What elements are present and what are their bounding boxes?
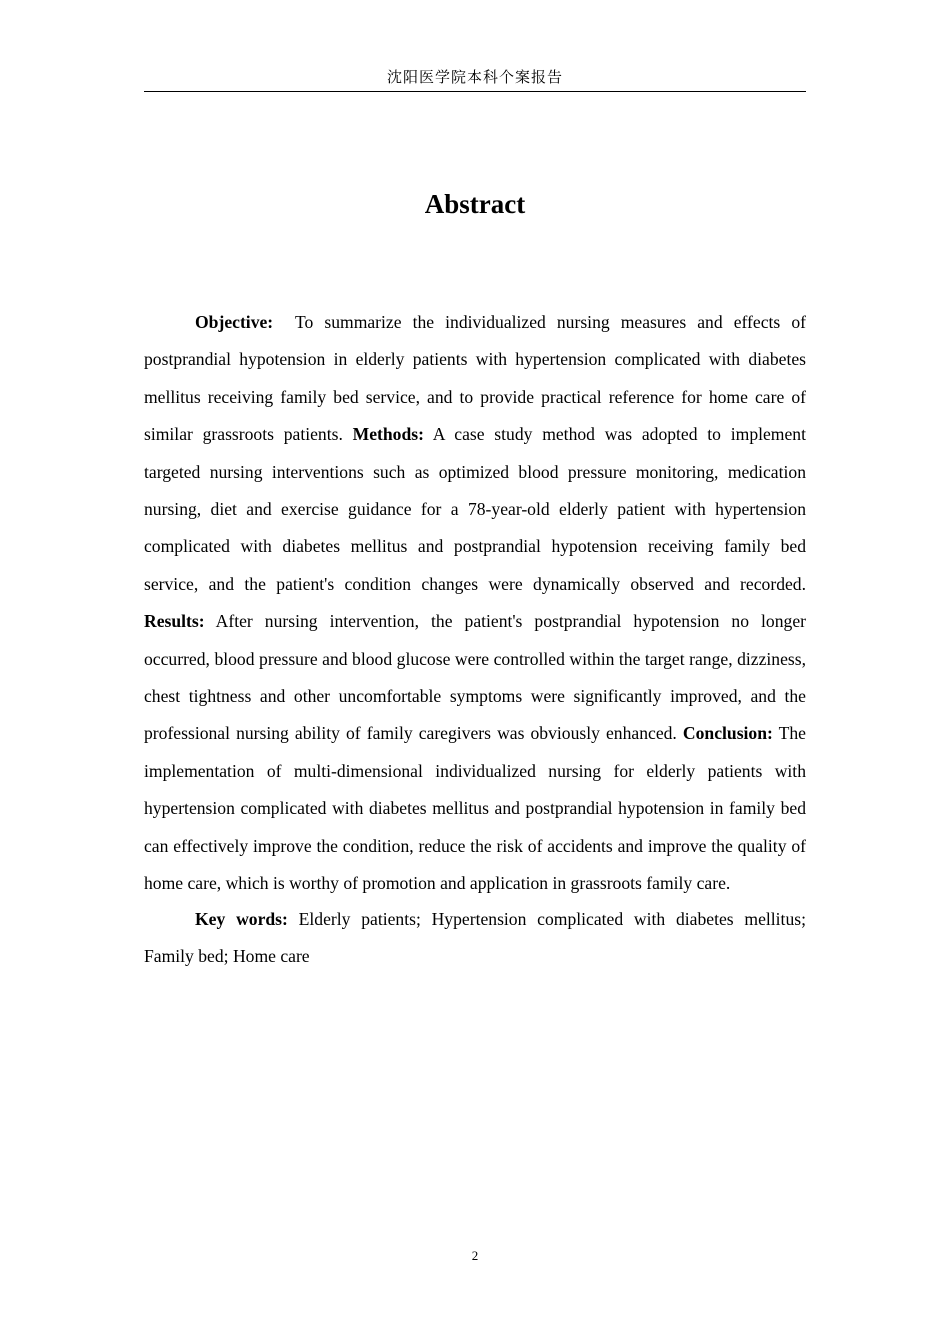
conclusion-label: Conclusion: <box>682 723 773 744</box>
results-label: Results: <box>144 611 205 632</box>
methods-text: A case study method was adopted to implement targeted nursing interventions such as optimized blood pressure monitoring, medication nursing, diet and exercise guidance for a 78-year-old elderly patient with hypertension complicated with diabetes mellitus and postprandial hypotension receiving family bed service, and the patient's condition changes were dynamically observed and recorded. <box>144 424 806 594</box>
header-divider <box>144 91 806 92</box>
conclusion-text: The implementation of multi-dimensional individualized nursing for elderly patients with hypertension complicated with diabetes mellitus and postprandial hypotension in family bed can effectively improve the condition, reduce the risk of accidents and improve the quality of home care, which is worthy of promotion and application in grassroots family care. <box>144 723 806 894</box>
objective-label: Objective: <box>195 312 274 332</box>
abstract-paragraph <box>144 304 806 903</box>
keywords-text: Elderly patients; Hypertension complicated with diabetes mellitus; Family bed; Home care <box>144 908 806 966</box>
running-header: 沈阳医学院本科个案报告 <box>386 68 563 86</box>
keywords-label: Key words: <box>195 908 288 929</box>
abstract-body <box>144 304 806 975</box>
keywords-paragraph <box>144 901 806 976</box>
methods-label: Methods: <box>352 424 424 445</box>
page-number: 2 <box>471 1248 479 1263</box>
results-text: After nursing intervention, the patient's postprandial hypotension no longer occurred, blood pressure and blood glucose were controlled within the target range, dizziness, chest tightness and other uncomfortable symptoms were significantly improved, and the professional nursing ability of family caregivers was obviously enhanced. <box>144 611 806 744</box>
abstract-title: Abstract <box>424 189 526 219</box>
objective-text: To summarize the individualized nursing measures and effects of postprandial hypotension in elderly patients with hypertension complicated with diabetes mellitus receiving family bed service, and to provide practical reference for home care of similar grassroots patients. <box>144 312 806 445</box>
